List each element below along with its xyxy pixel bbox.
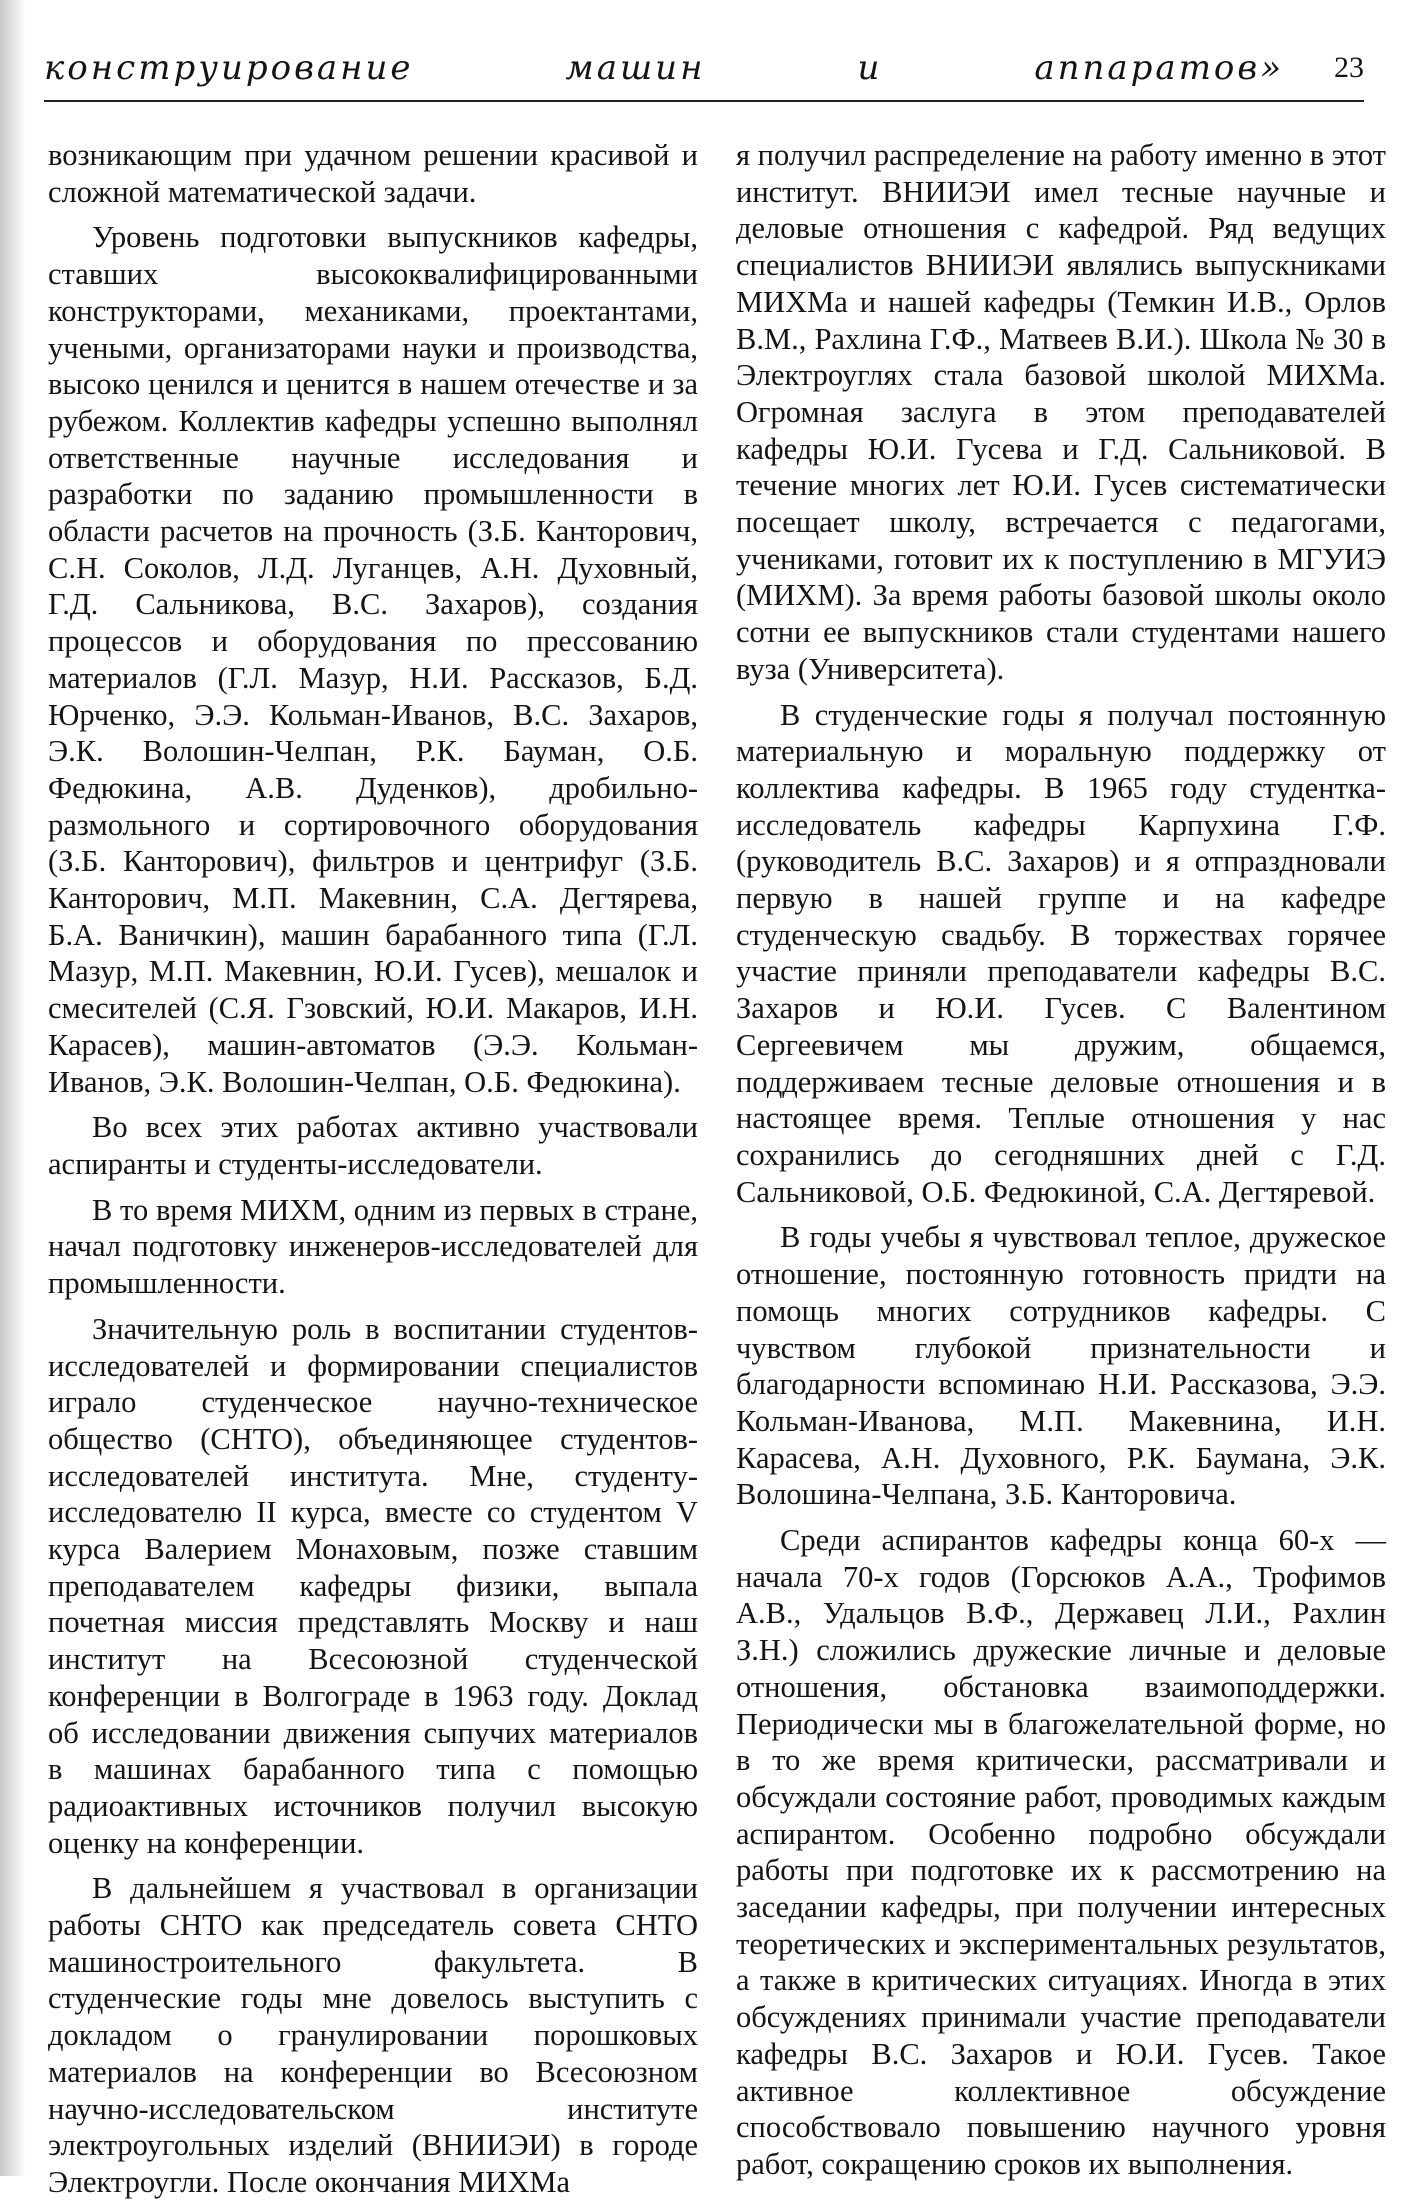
paragraph: возникающим при удачном решении красивой и сложной математической задачи. [48,138,698,209]
paragraph: Во всех этих работах активно участвовали аспиранты и студенты-исследователи. [48,1110,698,1181]
right-column [736,137,1386,2192]
paragraph: Значительную роль в воспитании студентов-исследователей и формировании специалистов играло студенческое научно-техническое общество (СНТО), объединяющее студентов-исследователей института. Мне, студенту-исследователю II курса, вместе со студентом V курса Валерием Монаховым, позже ставшим преподавателем кафедры физики, выпала почетная миссия представлять Москву и наш институт на Всесоюзной студенческой конференции в Волгограде в 1963 году. Доклад об исследовании движения сыпучих материалов в машинах барабанного типа с помощью радиоактивных источников получил высокую оценку на конференции. [48,1311,698,1860]
paragraph: я получил распределение на работу именно в этот институт. ВНИИЭИ имел тесные научные и деловые отношения с кафедрой. Ряд ведущих специалистов ВНИИЭИ являлись выпускниками МИХМа и нашей кафедры (Темкин И.В., Орлов В.М., Рахлина Г.Ф., Матвеев В.И.). Школа № 30 в Электроуглях стала базовой школой МИХМа. Огромная заслуга в этом преподавателей кафедры Ю.И. Гусева и Г.Д. Сальниковой. В течение многих лет Ю.И. Гусев систематически посещает школу, встречается с педагогами, учениками, готовит их к поступлению в МГУИЭ (МИХМ). За время работы базовой школы около сотни ее выпускников стали студентами нашего вуза (Университета). [736,138,1386,686]
page-number: 23 [1334,51,1364,84]
running-title: конструирование машин и аппаратов» [44,48,1284,88]
paragraph: В годы учебы я чувствовал теплое, дружеское отношение, постоянную готовность придти на помощь многих сотрудников кафедры. С чувством глубокой признательности и благодарности вспоминаю Н.И. Рассказова, Э.Э. Кольман-Иванова, М.П. Макевнина, И.Н. Карасева, А.Н. Духовного, Р.К. Баумана, Э.К. Волошина-Челпана, З.Б. Канторовича. [736,1220,1386,1512]
paragraph: В то время МИХМ, одним из первых в стране, начал подготовку инженеров-исследователей для промышленности. [48,1192,698,1301]
header-rule [44,100,1364,102]
paragraph: В дальнейшем я участвовал в организации работы СНТО как председатель совета СНТО машиностроительного факультета. В студенческие годы мне довелось выступить с докладом о гранулировании порошковых материалов на конференции во Всесоюзном научно-исследовательском институте электроугольных изделий (ВНИИЭИ) в городе Электроугли. После окончания МИХМа [48,1871,698,2199]
left-column [48,137,698,2210]
paragraph: Уровень подготовки выпускников кафедры, ставших высококвалифицированными конструкторами, механиками, проектантами, учеными, организаторами науки и производства, высоко ценился и ценится в нашем отечестве и за рубежом. Коллектив кафедры успешно выполнял ответственные научные исследования и разработки по заданию промышленности в области расчетов на прочность (З.Б. Канторович, С.Н. Соколов, Л.Д. Луганцев, А.Н. Духовный, Г.Д. Сальникова, В.С. Захаров), создания процессов и оборудования по прессованию материалов (Г.Л. Мазур, Н.И. Рассказов, Б.Д. Юрченко, Э.Э. Кольман-Иванов, В.С. Захаров, Э.К. Волошин-Челпан, Р.К. Бауман, О.Б. Федюкина, А.В. Дуденков), дробильно-размольного и сортировочного оборудования (З.Б. Канторович), фильтров и центрифуг (З.Б. Канторович, М.П. Макевнин, С.А. Дегтярева, Б.А. Ваничкин), машин барабанного типа (Г.Л. Мазур, М.П. Макевнин, Ю.И. Гусев), мешалок и смесителей (С.Я. Гзовский, Ю.И. Макаров, И.Н. Карасев), машин-автоматов (Э.Э. Кольман-Иванов, Э.К. Волошин-Челпан, О.Б. Федюкина). [48,220,698,1099]
page-edge-shadow [0,0,26,2176]
page-header [44,40,1364,96]
paragraph: Среди аспирантов кафедры конца 60-х — начала 70-х годов (Горсюков А.А., Трофимов А.В., Удальцов В.Ф., Державец Л.И., Рахлин З.Н.) сложились дружеские личные и деловые отношения, обстановка взаимоподдержки. Периодически мы в благожелательной форме, но в то же время критически, рассматривали и обсуждали состояние работ, проводимых каждым аспирантом. Особенно подробно обсуждали работы при подготовке их к рассмотрению на заседании кафедры, при получении интересных теоретических и экспериментальных результатов, а также в критических ситуациях. Иногда в этих обсуждениях принимали участие преподаватели кафедры В.С. Захаров и Ю.И. Гусев. Такое активное коллективное обсуждение способствовало повышению научного уровня работ, сокращению сроков их выполнения. [736,1523,1386,2181]
paragraph: В студенческие годы я получал постоянную материальную и моральную поддержку от коллектива кафедры. В 1965 году студентка-исследователь кафедры Карпухина Г.Ф. (руководитель В.С. Захаров) и я отпраздновали первую в нашей группе и на кафедре студенческую свадьбу. В торжествах горячее участие приняли преподаватели кафедры В.С. Захаров и Ю.И. Гусев. С Валентином Сергеевичем мы дружим, общаемся, поддерживаем тесные деловые отношения и в настоящее время. Теплые отношения у нас сохранились до сегодняшних дней с Г.Д. Сальниковой, О.Б. Федюкиной, С.А. Дегтяревой. [736,697,1386,1209]
